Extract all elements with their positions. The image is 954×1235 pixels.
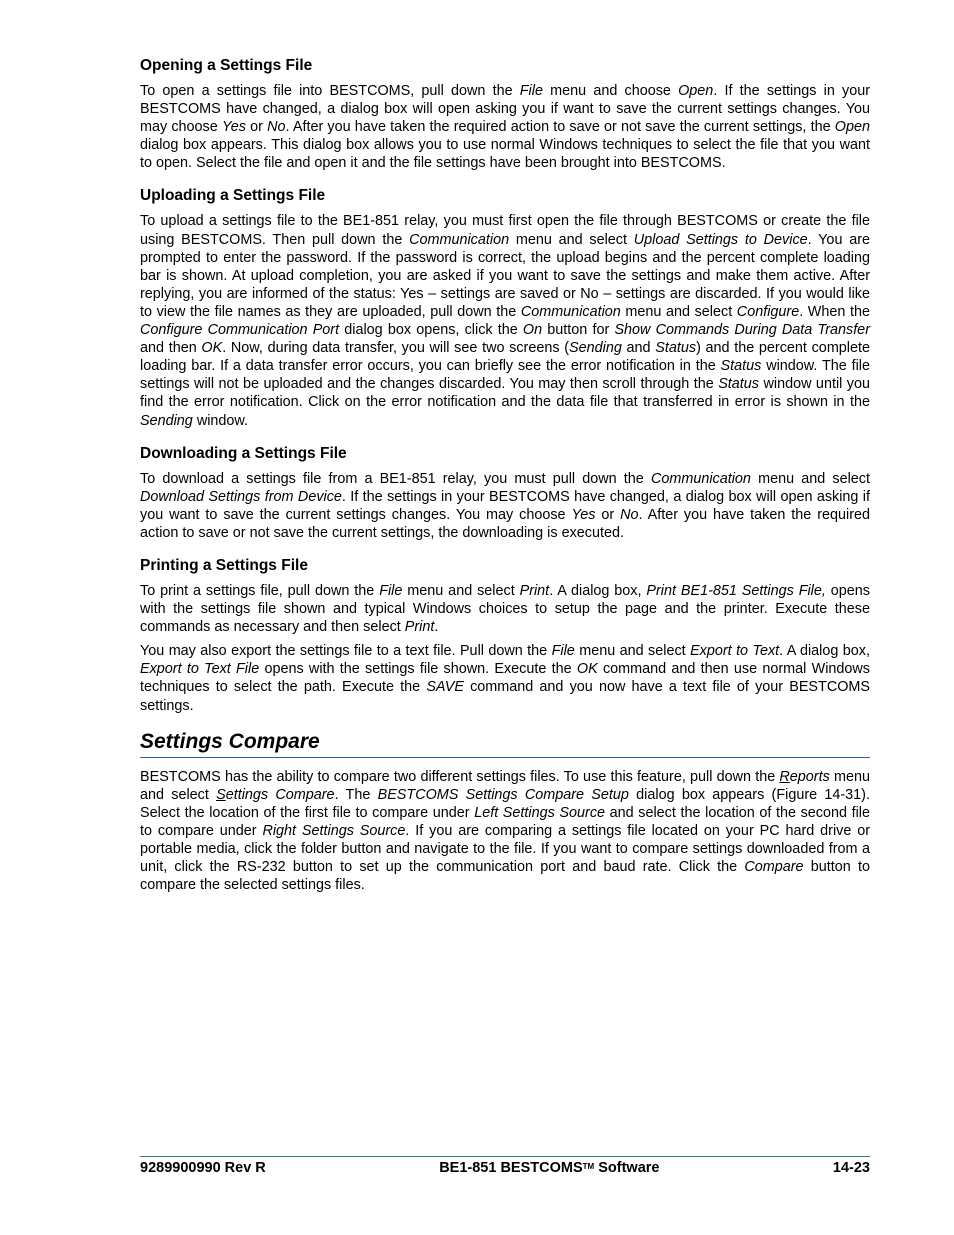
page-content bbox=[140, 56, 870, 908]
heading-downloading: Downloading a Settings File bbox=[140, 444, 347, 462]
paragraph-printing-1: To print a settings file, pull down the File menu and select Print. A dialog box, Print BE1-851 Settings File, opens with the settings file shown and typical Windows choices to setup the page and the printer. Execute these commands as necessary and then select Print. bbox=[140, 582, 870, 636]
heading-settings-compare: Settings Compare bbox=[140, 729, 870, 758]
paragraph-printing-2: You may also export the settings file to a text file. Pull down the File menu and select Export to Text. A dialog box, Export to Text File opens with the settings file shown. Execute the OK command and then use normal Windows techniques to select the path. Execute the SAVE command and you now have a text file of your BESTCOMS settings. bbox=[140, 643, 870, 714]
paragraph-uploading: To upload a settings file to the BE1-851 relay, you must first open the file through BESTCOMS or create the file using BESTCOMS. Then pull down the Communication menu and select Upload Settings to Device. You are prompted to enter the password. If the password is correct, the upload begins and the percent complete loading bar is shown. At upload completion, you are asked if you want to save the settings and make them active. After replying, you are informed of the status: Yes – settings are saved or No – settings are discarded. If you would like to view the file names as they are uploaded, pull down the Communication menu and select Configure. When the Configure Communication Port dialog box opens, click the On button for Show Commands During Data Transfer and then OK. Now, during data transfer, you will see two screens (Sending and Status) and the percent complete loading bar. If a data transfer error occurs, you can briefly see the error notification in the Status window. The file settings will not be uploaded and the changes discarded. You may then scroll through the Status window until you find the error notification. Click on the error notification and the data file that transferred in error is shown in the Sending window. bbox=[140, 213, 871, 429]
paragraph-compare: BESTCOMS has the ability to compare two different settings files. To use this feature, pull down the Reports menu and select Settings Compare. The BESTCOMS Settings Compare Setup dialog box appears (Figure 14-31). Select the location of the first file to compare under Left Settings Source and select the location of the second file to compare under Right Settings Source. If you are comparing a settings file located on your PC hard drive or portable media, click the folder button and navigate to the file. If you want to compare settings downloaded from a unit, click the RS-232 button to set up the communication port and baud rate. Click the Compare button to compare the selected settings files. bbox=[140, 768, 871, 894]
section-uploading bbox=[140, 186, 870, 429]
footer-page-number: 14-23 bbox=[832, 1160, 870, 1176]
paragraph-opening: To open a settings file into BESTCOMS, pull down the File menu and choose Open. If the settings in your BESTCOMS have changed, a dialog box will open asking you if want to save the current settings changes. You may choose Yes or No. After you have taken the required action to save or not save the current settings, the Open dialog box appears. This dialog box allows you to use normal Windows techniques to select the file that you want to open. Select the file and open it and the file settings have been brought into BESTCOMS. bbox=[140, 83, 871, 172]
section-downloading bbox=[140, 444, 870, 542]
footer-doc-number: 9289900990 Rev R bbox=[140, 1160, 266, 1176]
paragraph-downloading: To download a settings file from a BE1-851 relay, you must pull down the Communication menu and select Download Settings from Device. If the settings in your BESTCOMS have changed, a dialog box will open asking if you want to save the current settings changes. You may choose Yes or No. After you have taken the required action to save or not save the current settings, the downloading is executed. bbox=[140, 470, 871, 541]
section-printing bbox=[140, 556, 870, 715]
heading-printing: Printing a Settings File bbox=[140, 556, 308, 574]
section-compare bbox=[140, 729, 870, 895]
footer-title: BE1-851 BESTCOMS™ Software bbox=[439, 1160, 660, 1176]
heading-uploading: Uploading a Settings File bbox=[140, 187, 326, 205]
section-opening bbox=[140, 56, 870, 172]
heading-opening: Opening a Settings File bbox=[140, 57, 313, 74]
trademark-mark: TM bbox=[582, 1162, 595, 1171]
page-footer bbox=[140, 1156, 870, 1176]
